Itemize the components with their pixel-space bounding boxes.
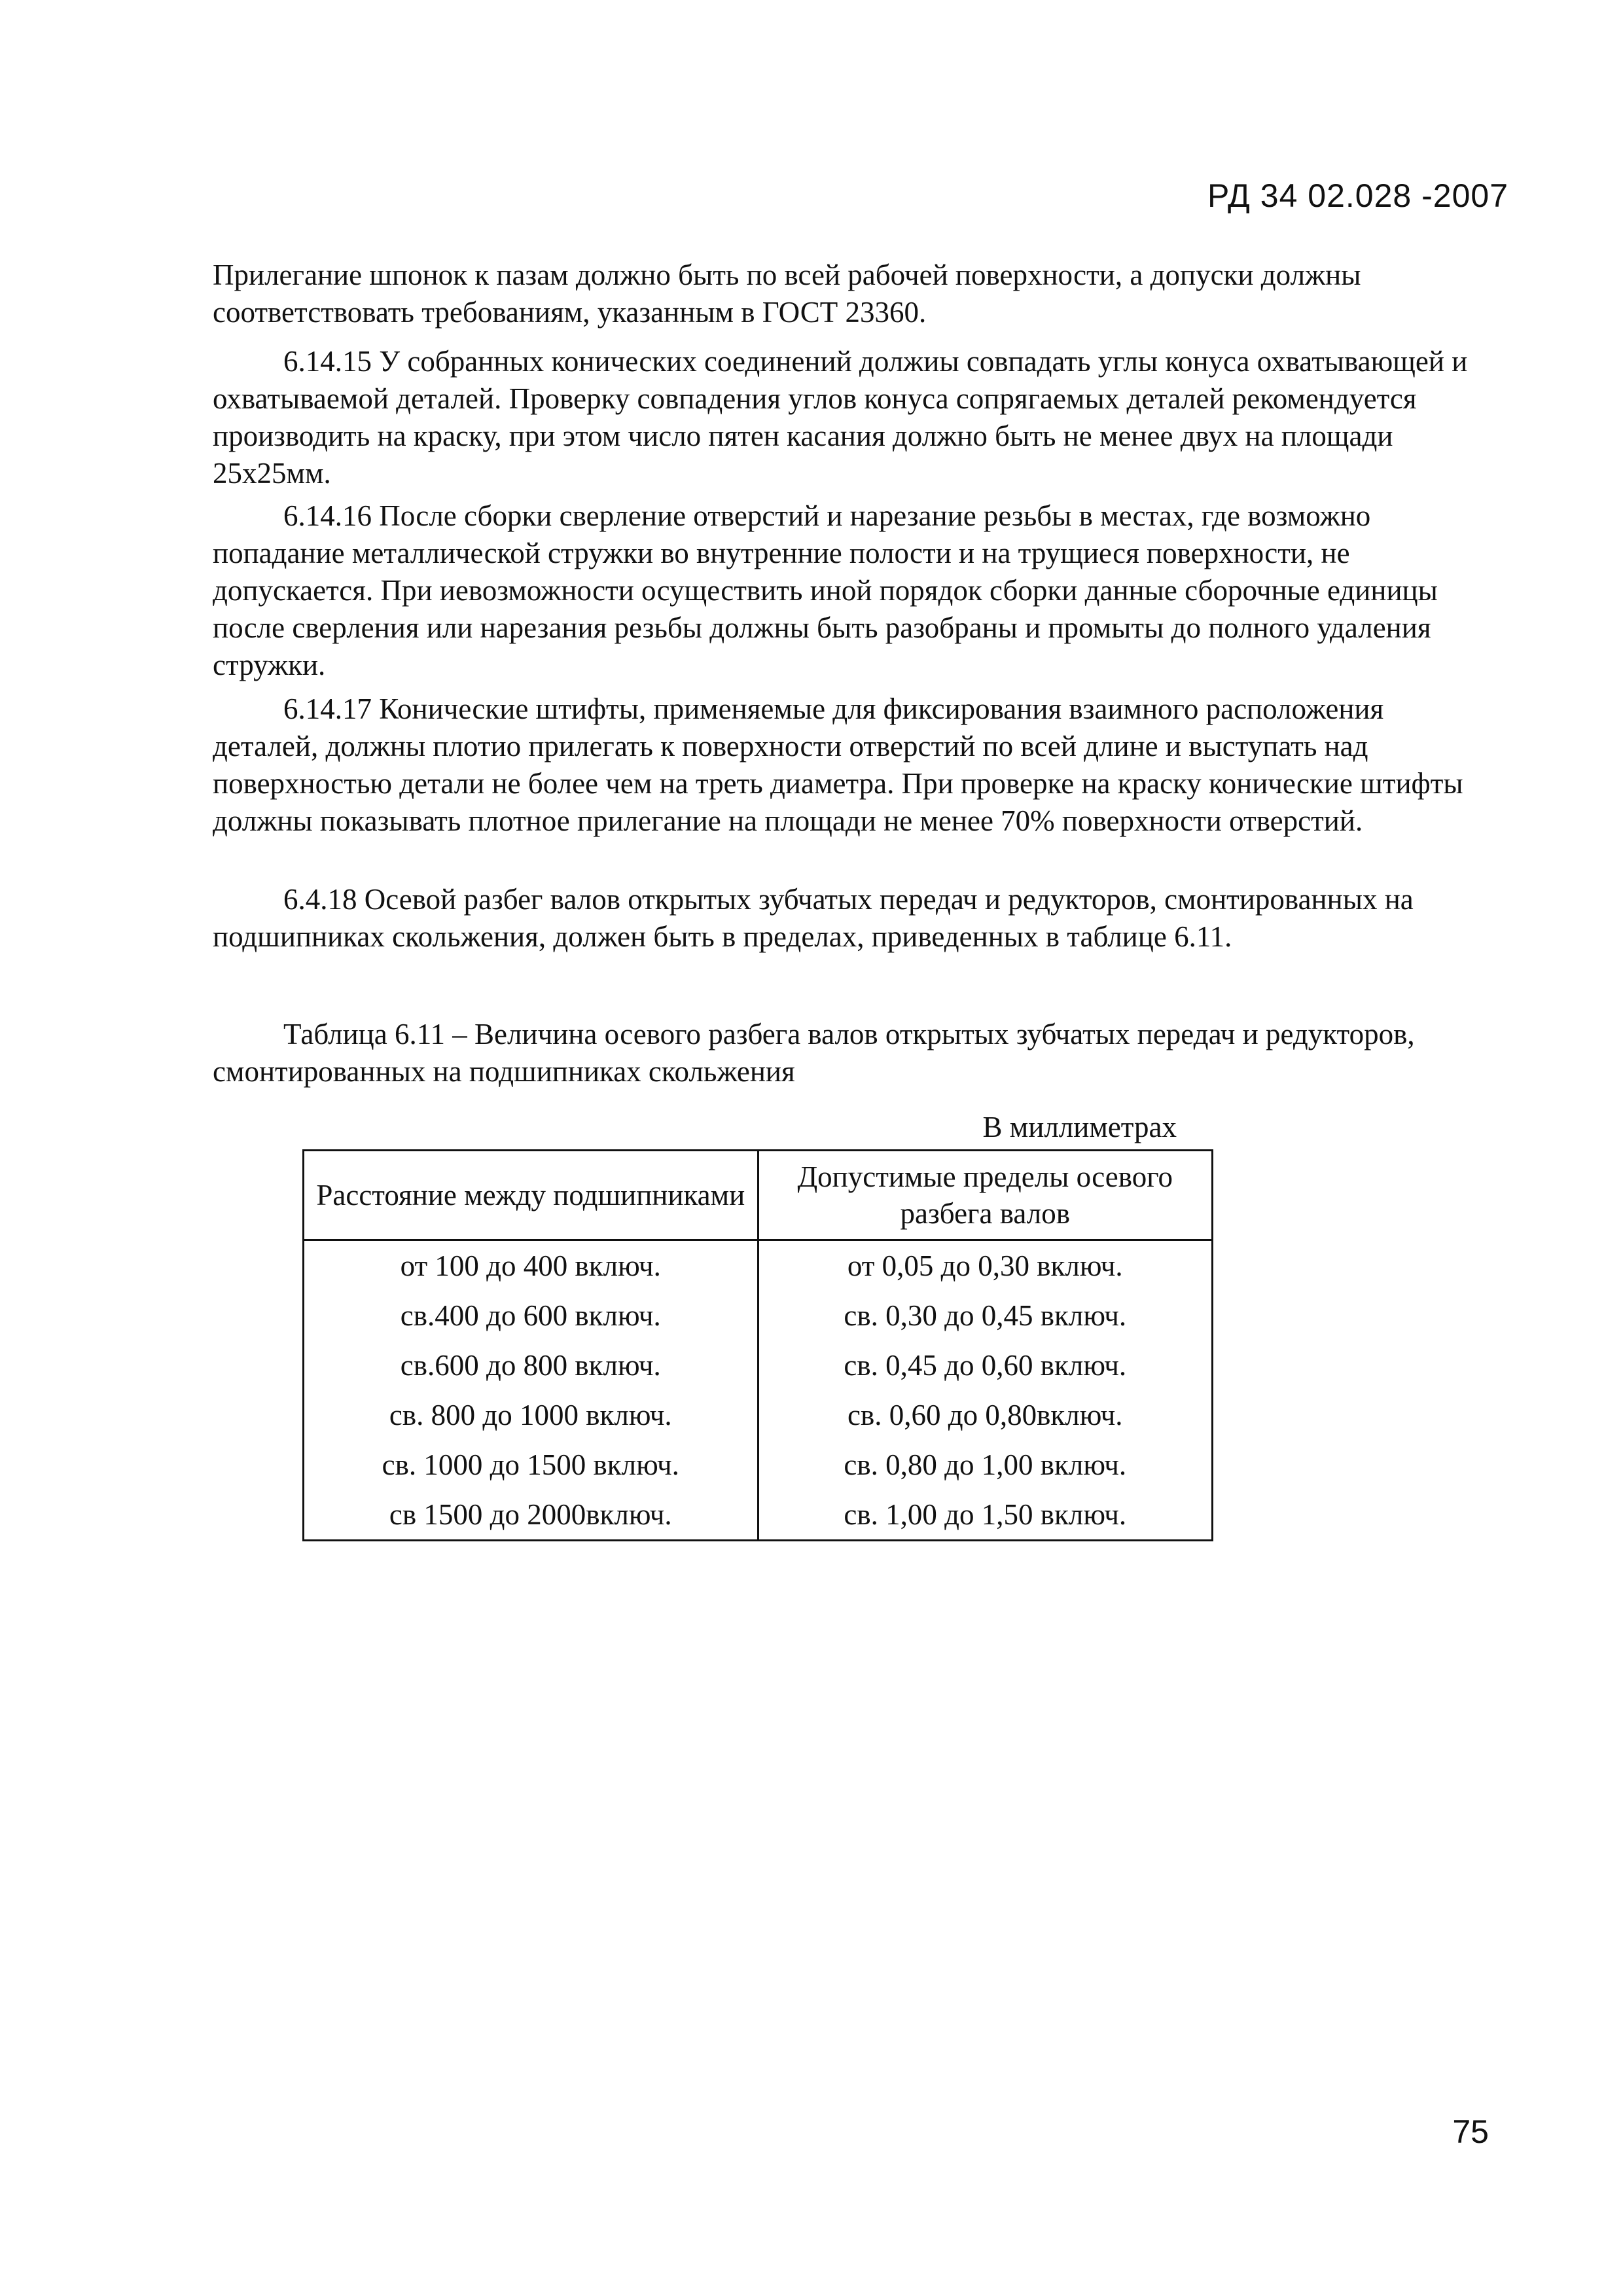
cell-play-limit: св. 0,60 до 0,80включ. <box>758 1390 1213 1440</box>
header-bearing-distance: Расстояние между подшипниками <box>304 1151 758 1240</box>
cell-play-limit: св. 0,45 до 0,60 включ. <box>758 1340 1213 1390</box>
paragraph-6-14-15: 6.14.15 У собранных конических соединений должиы совпадать углы конуса охватывающей и охватываемой деталей. Проверку совпадения углов конуса сопрягаемых деталей рекомендуется производить на краску, при этом число пятен касания должно быть не менее двух на площади 25х25мм. <box>213 345 1468 490</box>
cell-distance: св. 1000 до 1500 включ. <box>304 1440 758 1490</box>
paragraph-6-14-17: 6.14.17 Конические штифты, применяемые для фиксирования взаимного расположения деталей, должны плотио прилегать к поверхности отверстий по всей длине и выступать над поверхностью детали не более чем на треть диаметра. При проверке на краску конические штифты должны показывать плотное прилегание на площади не менее 70% поверхности отверстий. <box>213 692 1463 837</box>
table-row <box>304 1240 1213 1291</box>
table-row <box>304 1490 1213 1541</box>
table-caption: Таблица 6.11 – Величина осевого разбега валов открытых зубчатых передач и редукторов, смонтированных на подшипниках скольжения <box>213 1018 1415 1088</box>
document-code: РД 34 02.028 -2007 <box>1207 177 1508 214</box>
paragraph-6-14-16: 6.14.16 После сборки сверление отверстий и нарезание резьбы в местах, где возможно попадание металлической стружки во внутренние полости и на трущиеся поверхности, не допускается. При иевозможности осуществить иной порядок сборки данные сборочные единицы после сверления или нарезания резьбы должны быть разобраны и промыты до полного удаления стружки. <box>213 499 1438 681</box>
table-header-row <box>304 1151 1213 1240</box>
paragraph-6-4-18: 6.4.18 Осевой разбег валов открытых зубчатых передач и редукторов, смонтированных на подшипниках скольжения, должен быть в пределах, приведенных в таблице 6.11. <box>213 883 1414 953</box>
axial-play-table <box>302 1149 1213 1541</box>
table-row <box>304 1340 1213 1390</box>
paragraph-key-fit: Прилегание шпонок к пазам должно быть по всей рабочей поверхности, а допуски должны соответствовать требованиям, указанным в ГОСТ 23360. <box>213 259 1361 329</box>
cell-distance: от 100 до 400 включ. <box>304 1240 758 1291</box>
cell-play-limit: от 0,05 до 0,30 включ. <box>758 1240 1213 1291</box>
cell-distance: св. 800 до 1000 включ. <box>304 1390 758 1440</box>
cell-play-limit: св. 0,80 до 1,00 включ. <box>758 1440 1213 1490</box>
cell-play-limit: св. 1,00 до 1,50 включ. <box>758 1490 1213 1541</box>
table-row <box>304 1440 1213 1490</box>
cell-play-limit: св. 0,30 до 0,45 включ. <box>758 1291 1213 1340</box>
table-row <box>304 1390 1213 1440</box>
cell-distance: св.400 до 600 включ. <box>304 1291 758 1340</box>
page-number: 75 <box>1452 2113 1489 2150</box>
table-units: В миллиметрах <box>982 1111 1177 1143</box>
table-row <box>304 1291 1213 1340</box>
cell-distance: св 1500 до 2000включ. <box>304 1490 758 1541</box>
header-axial-play-limits: Допустимые пределы осевого разбега валов <box>758 1151 1213 1240</box>
cell-distance: св.600 до 800 включ. <box>304 1340 758 1390</box>
